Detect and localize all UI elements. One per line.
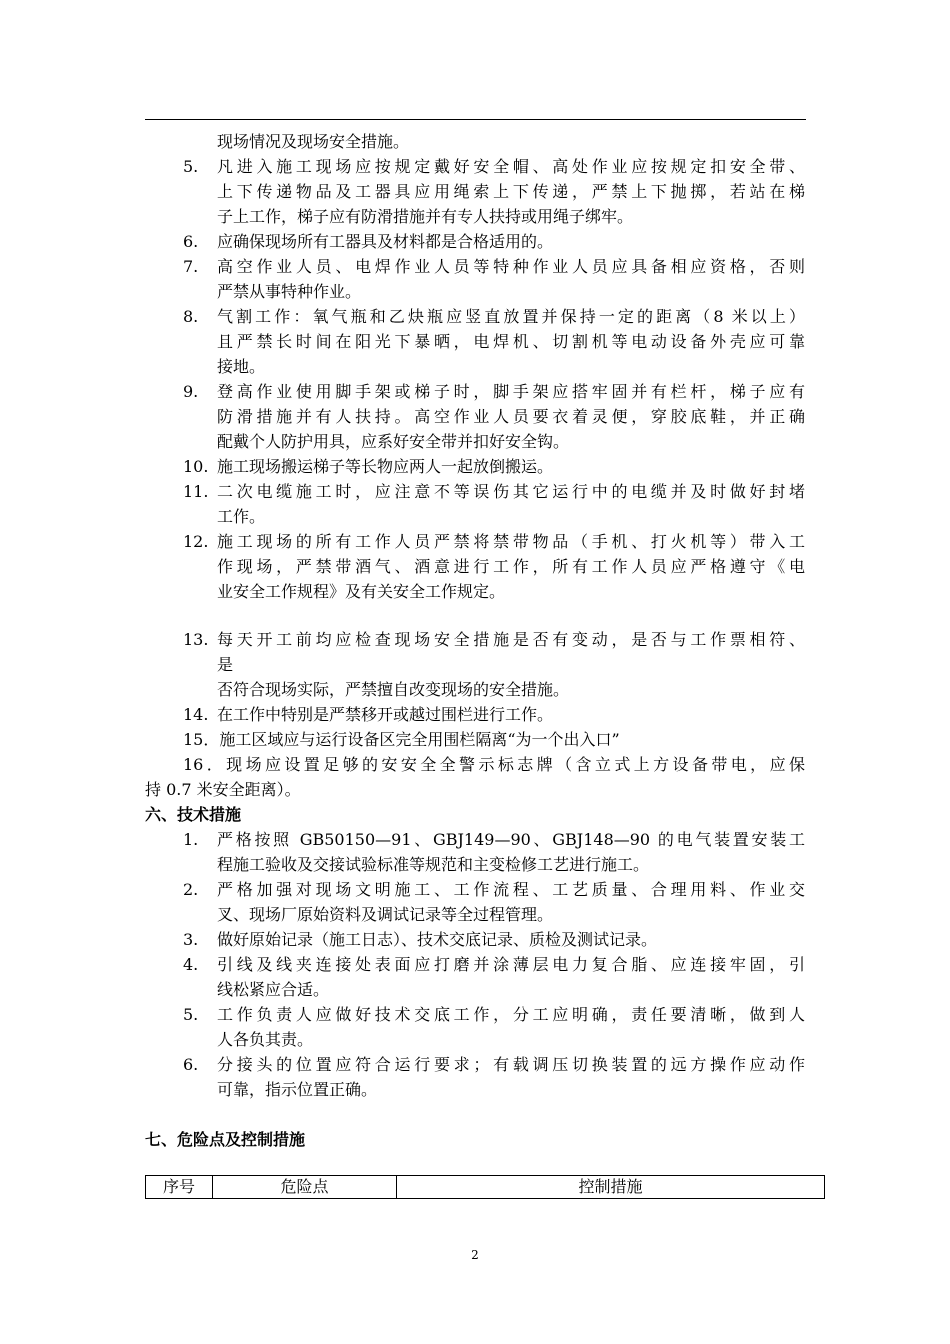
list-item-5-line-3: 子上工作，梯子应有防滑措施并有专人扶持或用绳子绑牢。	[217, 207, 634, 226]
list-item-6-line-1: 应确保现场所有工器具及材料都是合格适用的。	[217, 232, 554, 251]
tech-item-6-line-2: 可靠，指示位置正确。	[217, 1080, 378, 1099]
list-number: 5.	[183, 1005, 199, 1024]
list-number: 5.	[183, 157, 199, 176]
tech-item-4-line-2: 线松紧应合适。	[217, 980, 330, 999]
tech-item-4-line-1: 引线及线夹连接处表面应打磨并涂薄层电力复合脂、应连接牢固，引	[217, 955, 805, 974]
list-item-8-line-3: 接地。	[217, 357, 266, 376]
tech-item-2-line-2: 叉、现场厂原始资料及调试记录等全过程管理。	[217, 905, 554, 924]
list-item-9-line-3: 配戴个人防护用具，应系好安全带并扣好安全钩。	[217, 432, 570, 451]
list-item-12-line-2: 作现场，严禁带酒气、酒意进行工作，所有工作人员应严格遵守《电	[217, 557, 805, 576]
section-heading-risk-control: 七、危险点及控制措施	[145, 1130, 306, 1149]
list-number: 14.	[183, 705, 209, 724]
list-item-9-line-2: 防滑措施并有人扶持。高空作业人员要衣着灵便，穿胶底鞋，并正确	[217, 407, 805, 426]
list-item-4-continuation: 现场情况及现场安全措施。	[217, 132, 410, 151]
tech-item-6-line-1: 分接头的位置应符合运行要求；有载调压切换装置的远方操作应动作	[217, 1055, 805, 1074]
list-item-8-line-1: 气割工作：氧气瓶和乙炔瓶应竖直放置并保持一定的距离（8 米以上）	[217, 307, 805, 326]
list-item-13-line-1: 每天开工前均应检查现场安全措施是否有变动，是否与工作票相符、	[217, 630, 805, 649]
list-number: 3.	[183, 930, 199, 949]
list-item-12-line-1: 施工现场的所有工作人员严禁将禁带物品（手机、打火机等）带入工	[217, 532, 805, 551]
list-number: 6.	[183, 1055, 199, 1074]
tech-item-2-line-1: 严格加强对现场文明施工、工作流程、工艺质量、合理用料、作业交	[217, 880, 805, 899]
list-item-15: 15．施工区域应与运行设备区完全用围栏隔离“为一个出入口”	[183, 730, 620, 749]
list-number: 9.	[183, 382, 199, 401]
tech-item-5-line-1: 工作负责人应做好技术交底工作，分工应明确，责任要清晰，做到人	[217, 1005, 805, 1024]
list-number: 2.	[183, 880, 199, 899]
list-item-16-line-2: 持 0.7 米安全距离）。	[145, 780, 301, 799]
list-item-16-line-1: 16．现场应设置足够的安安全全警示标志牌（含立式上方设备带电，应保	[183, 755, 805, 774]
list-item-11-line-1: 二次电缆施工时，应注意不等误伤其它运行中的电缆并及时做好封堵	[217, 482, 805, 501]
list-item-13-line-3: 否符合现场实际，严禁擅自改变现场的安全措施。	[217, 680, 570, 699]
page-number: 2	[471, 1248, 479, 1262]
table-header-cell: 控制措施	[397, 1176, 825, 1199]
list-item-8-line-2: 且严禁长时间在阳光下暴晒，电焊机、切割机等电动设备外壳应可靠	[217, 332, 805, 351]
tech-item-1-line-1: 严格按照 GB50150—91、GBJ149—90、GBJ148—90 的电气装置安装工	[217, 830, 805, 849]
list-number: 11.	[183, 482, 209, 501]
list-number: 1.	[183, 830, 199, 849]
list-item-10-line-1: 施工现场搬运梯子等长物应两人一起放倒搬运。	[217, 457, 554, 476]
table-header-row	[146, 1176, 825, 1199]
list-number: 7.	[183, 257, 199, 276]
list-number: 12.	[183, 532, 209, 551]
list-item-5-line-2: 上下传递物品及工器具应用绳索上下传递，严禁上下抛掷，若站在梯	[217, 182, 805, 201]
list-item-9-line-1: 登高作业使用脚手架或梯子时，脚手架应搭牢固并有栏杆，梯子应有	[217, 382, 805, 401]
list-item-5-line-1: 凡进入施工现场应按规定戴好安全帽、高处作业应按规定扣安全带、	[217, 157, 805, 176]
table-header-cell: 序号	[146, 1176, 213, 1199]
tech-item-1-line-2: 程施工验收及交接试验标准等规范和主变检修工艺进行施工。	[217, 855, 650, 874]
tech-item-3-line-1: 做好原始记录（施工日志）、技术交底记录、质检及测试记录。	[217, 930, 658, 949]
list-item-7-line-1: 高空作业人员、电焊作业人员等特种作业人员应具备相应资格，否则	[217, 257, 805, 276]
risk-control-table	[145, 1175, 825, 1199]
list-number: 6.	[183, 232, 199, 251]
list-number: 8.	[183, 307, 199, 326]
table-header-cell: 危险点	[213, 1176, 397, 1199]
list-number: 13.	[183, 630, 209, 649]
list-item-14-line-1: 在工作中特别是严禁移开或越过围栏进行工作。	[217, 705, 554, 724]
list-item-13-line-2: 是	[217, 655, 234, 674]
list-item-7-line-2: 严禁从事特种作业。	[217, 282, 362, 301]
list-item-12-line-3: 业安全工作规程》及有关安全工作规定。	[217, 582, 506, 601]
list-item-11-line-2: 工作。	[217, 507, 266, 526]
list-number: 10.	[183, 457, 209, 476]
tech-item-5-line-2: 人各负其责。	[217, 1030, 314, 1049]
header-rule	[145, 119, 806, 120]
list-number: 4.	[183, 955, 199, 974]
section-heading-technical-measures: 六、技术措施	[145, 805, 242, 824]
